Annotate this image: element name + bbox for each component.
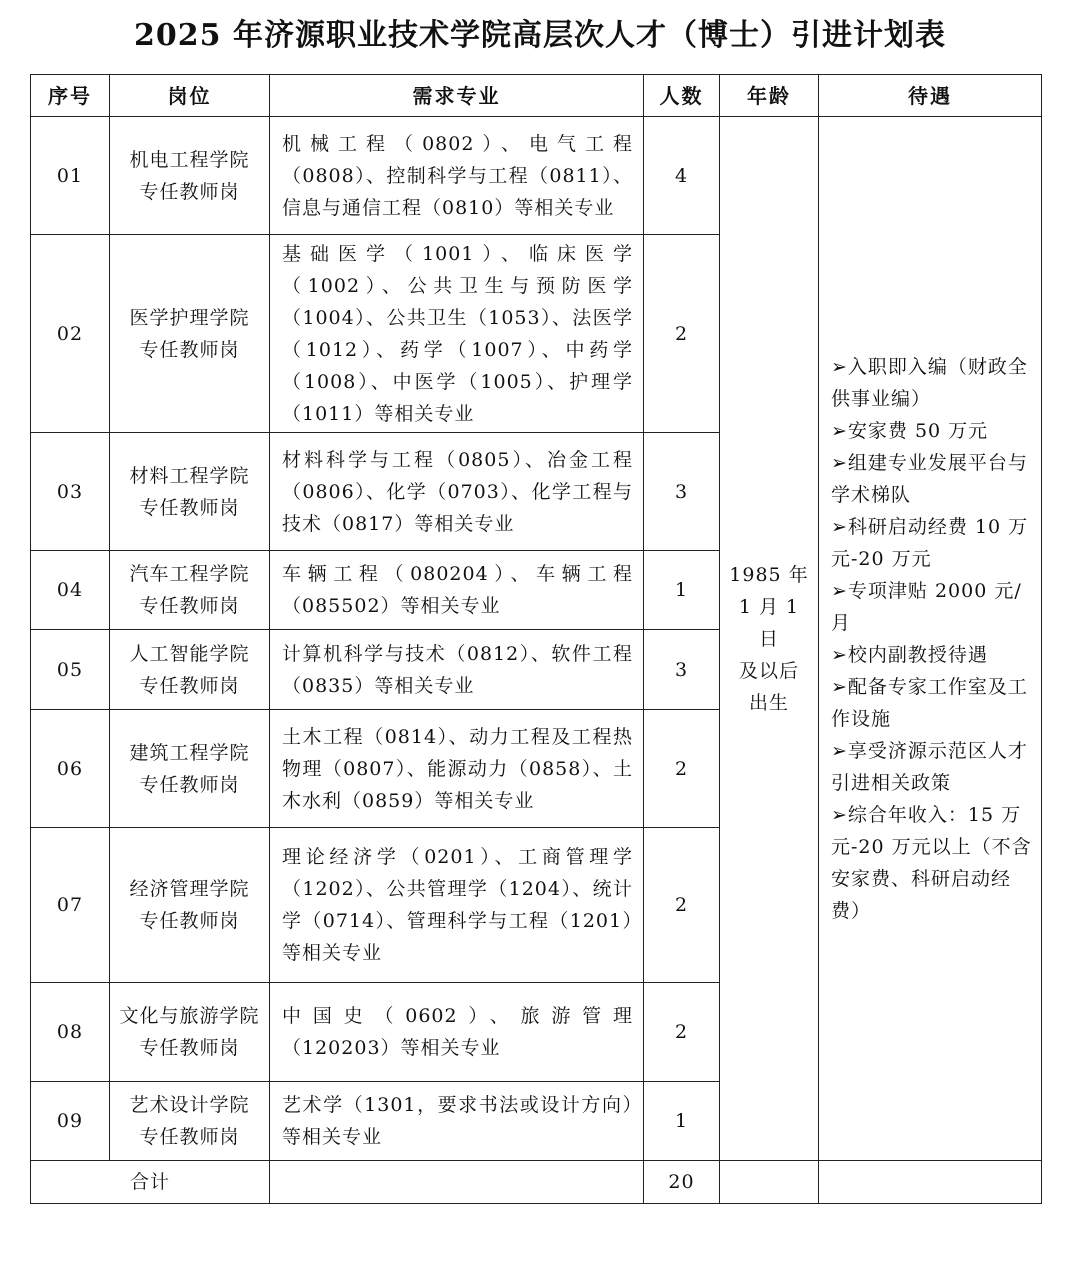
row-no: 02 [31,235,110,433]
benefit-item: ➢配备专家工作室及工作设施 [831,675,1028,730]
row-no: 09 [31,1082,110,1161]
position-college: 汽车工程学院 [129,563,250,585]
total-label: 合计 [31,1161,270,1204]
age-line: 1985 年 [729,563,809,586]
row-major: 计算机科学与技术（0812）、软件工程（0835）等相关专业 [270,630,644,710]
row-major: 理论经济学（0201）、工商管理学（1202）、公共管理学（1204）、统计学（0714）、管理科学与工程（1201）等相关专业 [270,828,644,983]
row-count: 1 [644,1082,720,1161]
row-no: 06 [31,710,110,828]
total-age-empty [720,1161,819,1204]
position-college: 医学护理学院 [129,306,250,329]
age-line: 及以后 [738,659,799,682]
position-role: 专任教师岗 [139,773,240,796]
age-line: 1 月 1 日 [738,595,800,650]
row-major: 车辆工程（080204）、车辆工程（085502）等相关专业 [270,551,644,630]
row-position [110,710,270,828]
position-college: 机电工程学院 [129,148,250,171]
position-role: 专任教师岗 [139,496,240,519]
position-college: 艺术设计学院 [129,1094,250,1116]
row-count: 1 [644,551,720,630]
benefit-item: ➢享受济源示范区人才引进相关政策 [831,739,1028,794]
recruitment-table [30,74,1042,1204]
total-row [31,1161,1042,1204]
row-no: 04 [31,551,110,630]
row-major: 机械工程（0802）、电气工程（0808）、控制科学与工程（0811）、信息与通信工程（0810）等相关专业 [270,117,644,235]
row-position [110,1082,270,1161]
row-count: 2 [644,710,720,828]
total-major-empty [270,1161,644,1204]
header-row [31,75,1042,117]
position-college: 文化与旅游学院 [119,1005,260,1027]
row-position [110,630,270,710]
table-row [31,117,1042,235]
row-no: 03 [31,433,110,551]
row-no: 01 [31,117,110,235]
position-role: 专任教师岗 [139,180,240,203]
row-count: 2 [644,828,720,983]
row-position [110,235,270,433]
benefit-item: ➢校内副教授待遇 [831,643,988,666]
page-title: 2025 年济源职业技术学院高层次人才（博士）引进计划表 [134,18,946,53]
header-age: 年龄 [720,75,819,117]
position-role: 专任教师岗 [139,1126,240,1148]
position-role: 专任教师岗 [139,595,240,617]
header-count: 人数 [644,75,720,117]
age-requirement [720,117,819,1161]
row-major: 艺术学（1301，要求书法或设计方向）等相关专业 [270,1082,644,1161]
row-count: 3 [644,433,720,551]
row-count: 3 [644,630,720,710]
benefit-item: ➢安家费 50 万元 [831,419,989,442]
row-count: 2 [644,983,720,1082]
row-major: 材料科学与工程（0805）、冶金工程（0806）、化学（0703）、化学工程与技术（0817）等相关专业 [270,433,644,551]
age-line: 出生 [748,691,789,714]
row-major: 中国史（0602）、旅游管理（120203）等相关专业 [270,983,644,1082]
row-position [110,983,270,1082]
benefit-item: ➢科研启动经费 10 万元-20 万元 [831,515,1029,570]
row-no: 05 [31,630,110,710]
header-no: 序号 [31,75,110,117]
row-no: 08 [31,983,110,1082]
total-count: 20 [644,1161,720,1204]
position-role: 专任教师岗 [139,674,240,697]
row-position [110,551,270,630]
header-position: 岗位 [110,75,270,117]
row-major: 土木工程（0814）、动力工程及工程热物理（0807）、能源动力（0858）、土木水利（0859）等相关专业 [270,710,644,828]
benefit-item: ➢组建专业发展平台与学术梯队 [831,451,1028,506]
row-count: 4 [644,117,720,235]
benefit-item: ➢专项津贴 2000 元/月 [831,579,1022,634]
row-position [110,117,270,235]
row-no: 07 [31,828,110,983]
benefits-list [819,117,1042,1161]
total-benefits-empty [819,1161,1042,1204]
position-college: 材料工程学院 [129,464,250,487]
row-major: 基础医学（1001）、临床医学（1002）、公共卫生与预防医学（1004）、公共卫生（1053）、法医学（1012）、药学（1007）、中药学（1008）、中医学（1005）、护理学（1011）等相关专业 [270,235,644,433]
benefit-item: ➢入职即入编（财政全供事业编） [831,355,1028,410]
position-college: 人工智能学院 [129,642,250,665]
header-benefits: 待遇 [819,75,1042,117]
position-role: 专任教师岗 [139,338,240,361]
row-position [110,828,270,983]
position-college: 建筑工程学院 [129,741,250,764]
row-count: 2 [644,235,720,433]
position-role: 专任教师岗 [139,910,240,932]
row-position [110,433,270,551]
header-major: 需求专业 [270,75,644,117]
position-role: 专任教师岗 [139,1037,240,1059]
benefit-item: ➢综合年收入：15 万元-20 万元以上（不含安家费、科研启动经费） [831,803,1032,922]
position-college: 经济管理学院 [129,878,250,900]
